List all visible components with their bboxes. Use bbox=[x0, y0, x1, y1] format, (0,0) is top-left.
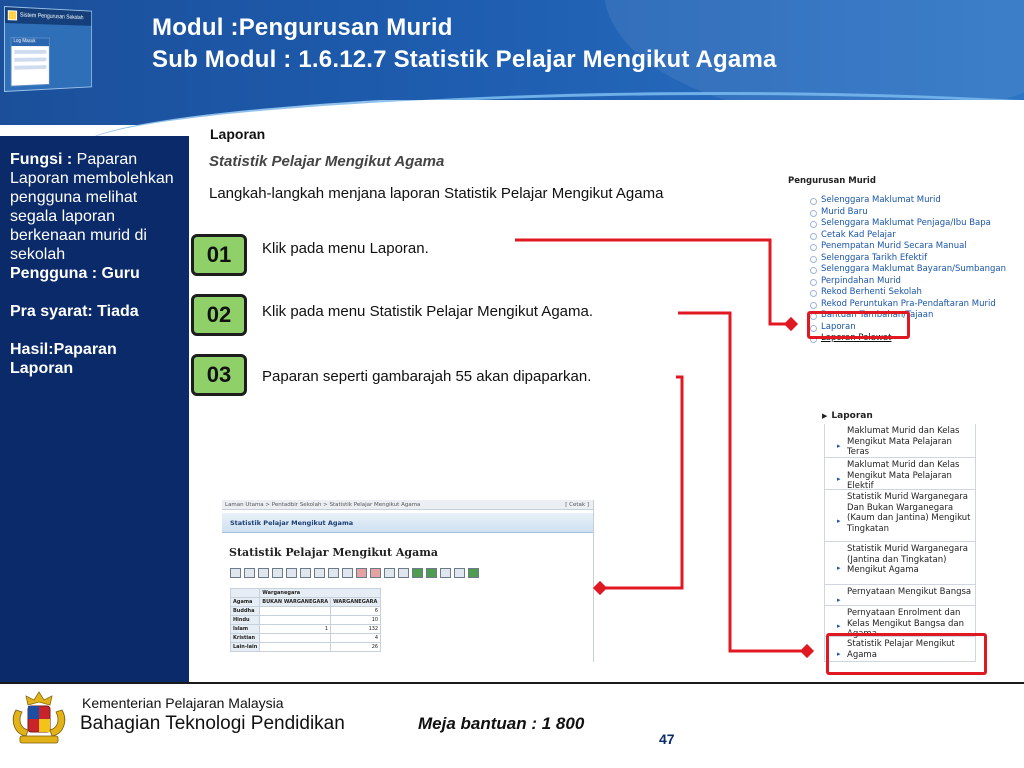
submodule-title: Sub Modul : 1.6.12.7 Statistik Pelajar Mengikut Agama bbox=[152, 46, 777, 73]
report-screenshot bbox=[222, 500, 594, 662]
menu-item[interactable]: Selenggara Tarikh Efektif bbox=[788, 253, 1020, 265]
triangle-icon: ▶ bbox=[822, 412, 828, 420]
table-row: Buddha 6 bbox=[231, 607, 381, 616]
table-row: Kristian 4 bbox=[231, 634, 381, 643]
menu-item[interactable]: ▸ Pernyataan Mengikut Bangsa bbox=[825, 585, 975, 606]
step-badge-03: 03 bbox=[191, 354, 247, 396]
toolbar-icon[interactable] bbox=[370, 568, 381, 578]
menu-item[interactable]: ▸ Maklumat Murid dan Kelas Mengikut Mata Pelajaran Elektif bbox=[825, 458, 975, 490]
ministry-name: Kementerian Pelajaran Malaysia bbox=[82, 695, 284, 711]
footer-divider bbox=[0, 682, 1024, 684]
column-header: BUKAN WARGANEGARA bbox=[260, 598, 331, 607]
group-header: Warganegara bbox=[260, 589, 381, 598]
menu-item[interactable]: Rekod Peruntukan Pra-Pendaftaran Murid bbox=[788, 299, 1020, 311]
tab-label[interactable]: Statistik Pelajar Mengikut Agama bbox=[230, 519, 354, 527]
diamond-marker bbox=[593, 581, 607, 595]
report-table bbox=[230, 588, 381, 652]
toolbar-icon[interactable] bbox=[244, 568, 255, 578]
bullet-icon: ▸ bbox=[837, 441, 841, 450]
mini-login-panel: Log Masuk bbox=[11, 37, 50, 87]
subsection-label: Statistik Pelajar Mengikut Agama bbox=[209, 153, 445, 170]
pengguna-text: Pengguna : Guru bbox=[10, 265, 140, 282]
report-title: Statistik Pelajar Mengikut Agama bbox=[229, 546, 439, 559]
table-row: Islam 1 132 bbox=[231, 625, 381, 634]
bullet-icon: ▸ bbox=[837, 474, 841, 483]
division-name: Bahagian Teknologi Pendidikan bbox=[80, 713, 345, 734]
menu-item[interactable]: ▸ Maklumat Murid dan Kelas Mengikut Mata Pelajaran Teras bbox=[825, 424, 975, 458]
bullet-icon: ▸ bbox=[837, 650, 841, 658]
toolbar-icon[interactable] bbox=[468, 568, 479, 578]
module-title: Modul :Pengurusan Murid bbox=[152, 14, 453, 41]
helpdesk-text: Meja bantuan : 1 800 bbox=[418, 714, 585, 733]
malaysia-crest-icon bbox=[8, 690, 70, 750]
info-sidebar bbox=[0, 136, 189, 682]
menu-item[interactable]: Perpindahan Murid bbox=[788, 276, 1020, 288]
diamond-marker bbox=[800, 644, 814, 658]
breadcrumb: Laman Utama > Pentadbir Sekolah > Statistik Pelajar Mengikut Agama bbox=[225, 502, 421, 508]
toolbar-icon[interactable] bbox=[440, 568, 451, 578]
bullet-icon: ▸ bbox=[837, 564, 841, 572]
login-screenshot-thumbnail bbox=[4, 6, 92, 92]
laporan-menu bbox=[818, 408, 976, 662]
toolbar-icon[interactable] bbox=[258, 568, 269, 578]
toolbar-icon[interactable] bbox=[272, 568, 283, 578]
section-label: Laporan bbox=[210, 126, 266, 142]
step-badge-01: 01 bbox=[191, 234, 247, 276]
toolbar-icon[interactable] bbox=[426, 568, 437, 578]
table-row: Lain-lain 26 bbox=[231, 643, 381, 652]
connector-step-03 bbox=[602, 377, 682, 588]
cetak-link[interactable]: [ Cetak ] bbox=[565, 502, 589, 508]
toolbar-icon[interactable] bbox=[384, 568, 395, 578]
app-logo-icon bbox=[8, 10, 17, 20]
connector-step-02 bbox=[678, 313, 806, 651]
toolbar-icon[interactable] bbox=[356, 568, 367, 578]
menu-item[interactable]: Selenggara Maklumat Bayaran/Sumbangan bbox=[788, 264, 1020, 276]
bullet-icon: ▸ bbox=[837, 622, 841, 630]
menu-item-laporan[interactable]: Laporan bbox=[788, 322, 1020, 334]
toolbar-icon[interactable] bbox=[454, 568, 465, 578]
hasil-text: Hasil:Paparan Laporan bbox=[10, 341, 117, 377]
menu-item[interactable]: Cetak Kad Pelajar bbox=[788, 230, 1020, 242]
page-number: 47 bbox=[659, 731, 675, 747]
toolbar-icon[interactable] bbox=[314, 568, 325, 578]
menu-item[interactable]: Rekod Berhenti Sekolah bbox=[788, 287, 1020, 299]
toolbar-icon[interactable] bbox=[342, 568, 353, 578]
toolbar-icon[interactable] bbox=[328, 568, 339, 578]
step-text-01: Klik pada menu Laporan. bbox=[262, 240, 429, 257]
bullet-icon: ▸ bbox=[837, 516, 841, 525]
step-text-03: Paparan seperti gambarajah 55 akan dipaparkan. bbox=[262, 368, 592, 385]
fungsi-block: Fungsi : Paparan Laporan membolehkan pengguna melihat segala laporan berkenaan murid di sekolah Pengguna : Guru bbox=[10, 151, 174, 282]
highlight-statistik-agama bbox=[826, 633, 987, 675]
highlight-laporan bbox=[807, 311, 910, 339]
bullet-icon: ▸ bbox=[837, 596, 841, 604]
menu-item[interactable]: Bantuan Tambahan/Tajaan bbox=[788, 310, 1020, 322]
toolbar-icon[interactable] bbox=[412, 568, 423, 578]
menu-item[interactable]: Murid Baru bbox=[788, 207, 1020, 219]
intro-text: Langkah-langkah menjana laporan Statistik Pelajar Mengikut Agama bbox=[209, 185, 664, 202]
menu-item[interactable]: Selenggara Maklumat Murid bbox=[788, 195, 1020, 207]
menu-item-statistik-agama[interactable]: ▸ Statistik Pelajar Mengikut Agama bbox=[825, 637, 975, 662]
table-row: Hindu 10 bbox=[231, 616, 381, 625]
menu-title: Pengurusan Murid bbox=[788, 176, 876, 186]
column-header: Agama bbox=[231, 598, 260, 607]
menu-item[interactable]: ▸ Statistik Murid Warganegara Dan Bukan Warganegara (Kaum dan Jantina) Mengikut Tingkatan bbox=[825, 490, 975, 542]
menu-item[interactable]: ▸ Statistik Murid Warganegara (Jantina dan Tingkatan) Mengikut Agama bbox=[825, 542, 975, 585]
report-toolbar bbox=[230, 567, 593, 579]
toolbar-icon[interactable] bbox=[398, 568, 409, 578]
toolbar-icon[interactable] bbox=[300, 568, 311, 578]
mini-app-title: Sistem Pengurusan Sekolah bbox=[19, 12, 84, 22]
menu-item[interactable]: Selenggara Maklumat Penjaga/Ibu Bapa bbox=[788, 218, 1020, 230]
step-text-02: Klik pada menu Statistik Pelajar Mengikut Agama. bbox=[262, 303, 594, 320]
menu-item[interactable]: Laporan Pelawat bbox=[788, 333, 1020, 345]
menu-item[interactable]: Penempatan Murid Secara Manual bbox=[788, 241, 1020, 253]
menu-item[interactable]: ▸ Pernyataan Enrolment dan Kelas Mengikut Bangsa dan Agama bbox=[825, 606, 975, 637]
step-badge-02: 02 bbox=[191, 294, 247, 336]
column-header: WARGANEGARA bbox=[331, 598, 381, 607]
menu-title: Laporan bbox=[831, 411, 873, 421]
pra-syarat-text: Pra syarat: Tiada bbox=[10, 303, 139, 320]
toolbar-icon[interactable] bbox=[230, 568, 241, 578]
toolbar-icon[interactable] bbox=[286, 568, 297, 578]
